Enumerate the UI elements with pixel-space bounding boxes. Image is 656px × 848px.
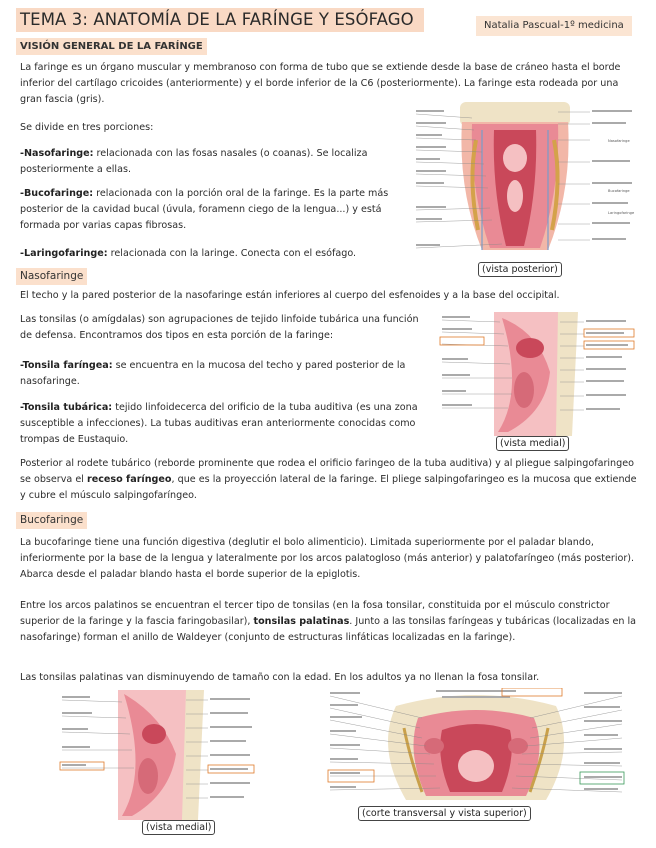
nasofaringe-paragraph-1: El techo y la pared posterior de la nasofaringe están inferiores al cuerpo del esfenoides y a la base del occipital. <box>20 290 560 301</box>
nasofaringe-item <box>20 146 405 178</box>
receso-text-a: Posterior al rodete tubárico (reborde prominente que rodea el orificio faringeo de la tuba auditiva) y al pliegue salpingofaringeo se observa el <box>20 458 635 485</box>
caption-medial-view-oropharynx: (vista medial) <box>142 820 215 835</box>
bucofaringe-paragraph-3: Las tonsilas palatinas van disminuyendo de tamaño con la edad. En los adultos ya no llenan la fosa tonsilar. <box>20 672 540 683</box>
receso-text-b: , que es la proyección lateral de la faringe. El pliege salpingofaringeo es la mucosa que extiende y cubre el músculo salpingofaríngeo. <box>20 474 637 501</box>
figure-transverse-superior-view <box>326 688 626 806</box>
label-bucofaringe: Bucofaringe <box>608 189 630 193</box>
nasofaringe-paragraph-2: Las tonsilas (o amígdalas) son agrupaciones de tejido linfoide tubárica una función de defensa. Encontramos dos tipos en esta porción de la faringe: <box>20 314 419 341</box>
figure-medial-view-nasopharynx <box>438 312 644 436</box>
figure-posterior-view <box>412 100 644 262</box>
receso-faringeo-term: receso faríngeo <box>86 474 172 485</box>
tonsilas-palatinas-term: tonsilas palatinas <box>253 616 350 627</box>
label-nasofaringe: Nasofaringe <box>608 139 630 143</box>
nasofaringe-desc: relacionada con las fosas nasales (o coanas). Se localiza posteriormente a ellas. <box>20 148 368 175</box>
pharynx-posterior-illustration <box>412 100 644 262</box>
divide-paragraph: Se divide en tres porciones: <box>20 122 154 133</box>
figure-medial-view-oropharynx <box>58 690 264 820</box>
tonsila-faringea-term: -Tonsila faríngea: <box>20 360 113 371</box>
tonsila-tubarica-desc: tejido linfoidecerca del orificio de la tuba auditiva (es una zona susceptible a infecciones). La tubas auditivas eran anteriormente conocidas como trompas de Eustaquio. <box>20 402 418 445</box>
author-badge: Natalia Pascual-1º medicina <box>476 16 632 36</box>
tonsila-tubarica-item <box>20 400 425 448</box>
page-title: TEMA 3: ANATOMÍA DE LA FARÍNGE Y ESÓFAGO <box>16 8 424 32</box>
section-heading-nasofaringe: Nasofaringe <box>16 268 87 285</box>
laringofaringe-desc: relacionada con la laringe. Conecta con el esófago. <box>107 248 357 259</box>
caption-transverse-superior-view: (corte transversal y vista superior) <box>358 806 531 821</box>
bucofaringe-desc: relacionada con la porción oral de la faringe. Es la parte más posterior de la cavidad bucal (úvula, foramenn ciego de la lengua...) y está formada por varias capas fibrosas. <box>20 188 389 231</box>
bucofaringe-item <box>20 186 405 234</box>
laringofaringe-item <box>20 246 405 262</box>
tonsilas-text-b: . Junto a las tonsilas faríngeas y tubáricas (localizadas en la nasofaringe) forman el anillo de Waldeyer (conjunto de estructuras linfáticas localizadas en la faringe). <box>20 616 637 643</box>
bucofaringe-paragraph-2 <box>20 598 640 646</box>
tonsila-tubarica-term: -Tonsila tubárica: <box>20 402 113 413</box>
tonsila-faringea-item <box>20 358 425 390</box>
bucofaringe-term: -Bucofaringe: <box>20 188 94 199</box>
laringofaringe-term: -Laringofaringe: <box>20 248 108 259</box>
nasofaringe-paragraph-3 <box>20 456 640 504</box>
intro-paragraph: La faringe es un órgano muscular y membranoso con forma de tubo que se extiende desde la base de cráneo hasta el borde inferior del cartílago cricoides (anteriormente) y el borde inferior de la C6 (posteriormente). La faringe esta rodeada por una gran fascia (gris). <box>20 62 621 105</box>
bucofaringe-paragraph-1: La bucofaringe tiene una función digestiva (deglutir el bolo alimenticio). Limitada superiormente por el paladar blando, inferiormente por la base de la lengua y lateralmente por los arcos palatogloso (más anterior) y palatofaríngeo (más posterior). Abarca desde el paladar blando hasta el borde superior de la epiglotis. <box>20 537 635 580</box>
tonsila-faringea-desc: se encuentra en la mucosa del techo y pared posterior de la nasofaringe. <box>20 360 406 387</box>
oropharynx-medial-illustration <box>58 690 264 820</box>
section-heading-bucofaringe: Bucofaringe <box>16 512 87 529</box>
transverse-section-illustration <box>326 688 626 806</box>
nasofaringe-term: -Nasofaringe: <box>20 148 94 159</box>
caption-medial-view-nasopharynx: (vista medial) <box>496 436 569 451</box>
label-laringofaringe: Laringofaringe <box>608 211 635 215</box>
section-heading-vision-general: VISIÓN GENERAL DE LA FARÍNGE <box>16 38 207 55</box>
nasopharynx-medial-illustration <box>438 312 644 436</box>
tonsilas-text-a: Entre los arcos palatinos se encuentran el tercer tipo de tonsilas (en la fosa tonsilar, constituida por el músculo constrictor superior de la faringe y la fascia faringobasilar), <box>20 600 610 627</box>
caption-posterior-view: (vista posterior) <box>478 262 562 277</box>
